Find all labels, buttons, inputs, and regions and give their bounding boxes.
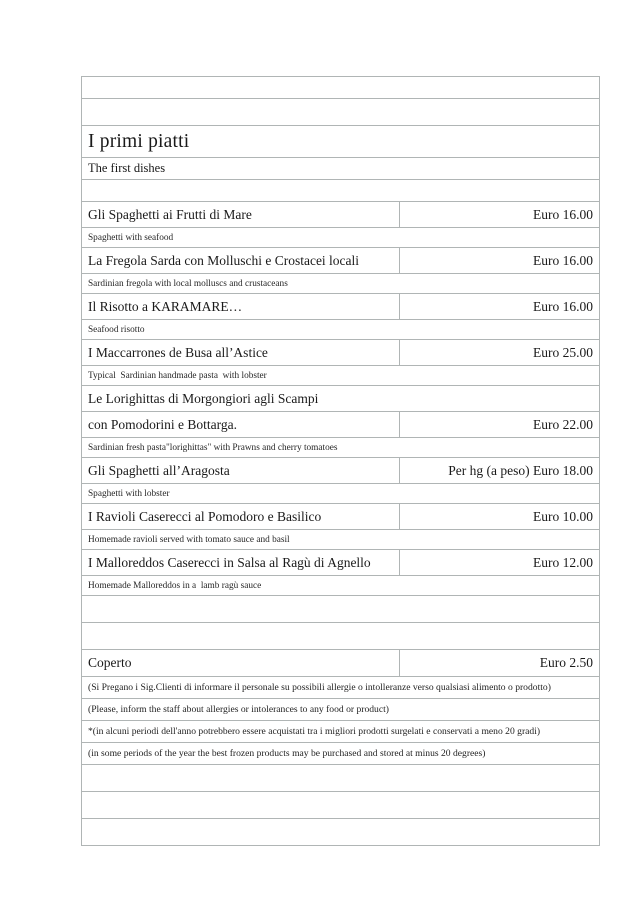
spacer-cell (82, 819, 600, 846)
dish-description: Spaghetti with lobster (82, 484, 600, 504)
dish-row (82, 294, 600, 320)
dish-description-row (82, 484, 600, 504)
dish-description-row (82, 320, 600, 340)
spacer-cell (82, 77, 600, 99)
dish-price: Euro 16.00 (400, 294, 600, 320)
spacer-cell (82, 99, 600, 126)
dish-row (82, 248, 600, 274)
dish-row (82, 504, 600, 530)
dish-name: I Malloreddos Caserecci in Salsa al Ragù di Agnello (82, 550, 400, 576)
allergy-note-italian: (Si Pregano i Sig.Clienti di informare il personale su possibili allergie o intolleranze verso qualsiasi alimento o prodotto) (82, 677, 600, 699)
section-title-row (82, 126, 600, 158)
frozen-note-english: (in some periods of the year the best frozen products may be purchased and stored at minus 20 degrees) (82, 743, 600, 765)
dish-price: Euro 22.00 (400, 412, 600, 438)
spacer-cell (82, 623, 600, 650)
spacer-cell (82, 765, 600, 792)
dish-description: Sardinian fresh pasta"lorighittas" with Prawns and cherry tomatoes (82, 438, 600, 458)
dish-description-row (82, 228, 600, 248)
spacer-row (82, 792, 600, 819)
dish-name: Gli Spaghetti ai Frutti di Mare (82, 202, 400, 228)
dish-description-row (82, 576, 600, 596)
spacer-cell (82, 792, 600, 819)
section-subtitle-row (82, 158, 600, 180)
dish-price: Euro 25.00 (400, 340, 600, 366)
dish-description: Homemade Malloreddos in a lamb ragù sauce (82, 576, 600, 596)
menu-table (81, 76, 600, 846)
note-row (82, 677, 600, 699)
dish-price: Euro 16.00 (400, 248, 600, 274)
dish-row (82, 550, 600, 576)
spacer-row (82, 765, 600, 792)
spacer-row (82, 819, 600, 846)
note-row (82, 699, 600, 721)
cover-charge-label: Coperto (82, 650, 400, 677)
dish-row (82, 458, 600, 484)
dish-description-row (82, 274, 600, 294)
dish-price: Per hg (a peso) Euro 18.00 (400, 458, 600, 484)
dish-price: Euro 16.00 (400, 202, 600, 228)
dish-row (82, 386, 600, 412)
dish-description-row (82, 366, 600, 386)
dish-description: Typical Sardinian handmade pasta with lobster (82, 366, 600, 386)
dish-description: Sardinian fregola with local molluscs and crustaceans (82, 274, 600, 294)
dish-name: I Maccarrones de Busa all’Astice (82, 340, 400, 366)
dish-row (82, 202, 600, 228)
cover-charge-row (82, 650, 600, 677)
spacer-row (82, 77, 600, 99)
note-row (82, 721, 600, 743)
spacer-row (82, 99, 600, 126)
spacer-row (82, 623, 600, 650)
dish-description: Seafood risotto (82, 320, 600, 340)
dish-name: I Ravioli Caserecci al Pomodoro e Basilico (82, 504, 400, 530)
frozen-note-italian: *(in alcuni periodi dell'anno potrebbero essere acquistati tra i migliori prodotti surgelati e conservati a meno 20 gradi) (82, 721, 600, 743)
allergy-note-english: (Please, inform the staff about allergies or intolerances to any food or product) (82, 699, 600, 721)
spacer-cell (82, 180, 600, 202)
dish-price: Euro 10.00 (400, 504, 600, 530)
dish-row (82, 340, 600, 366)
dish-row (82, 412, 600, 438)
dish-price: Euro 12.00 (400, 550, 600, 576)
dish-name: La Fregola Sarda con Molluschi e Crostacei locali (82, 248, 400, 274)
cover-charge-price: Euro 2.50 (400, 650, 600, 677)
spacer-row (82, 596, 600, 623)
section-title: I primi piatti (82, 126, 600, 158)
dish-name-line-1: Le Lorighittas di Morgongiori agli Scampi (82, 386, 600, 412)
dish-description-row (82, 438, 600, 458)
section-subtitle: The first dishes (82, 158, 600, 180)
dish-name: Il Risotto a KARAMARE… (82, 294, 400, 320)
dish-name-line-2: con Pomodorini e Bottarga. (82, 412, 400, 438)
dish-description: Spaghetti with seafood (82, 228, 600, 248)
dish-description-row (82, 530, 600, 550)
spacer-cell (82, 596, 600, 623)
dish-description: Homemade ravioli served with tomato sauce and basil (82, 530, 600, 550)
dish-name: Gli Spaghetti all’Aragosta (82, 458, 400, 484)
note-row (82, 743, 600, 765)
spacer-row (82, 180, 600, 202)
